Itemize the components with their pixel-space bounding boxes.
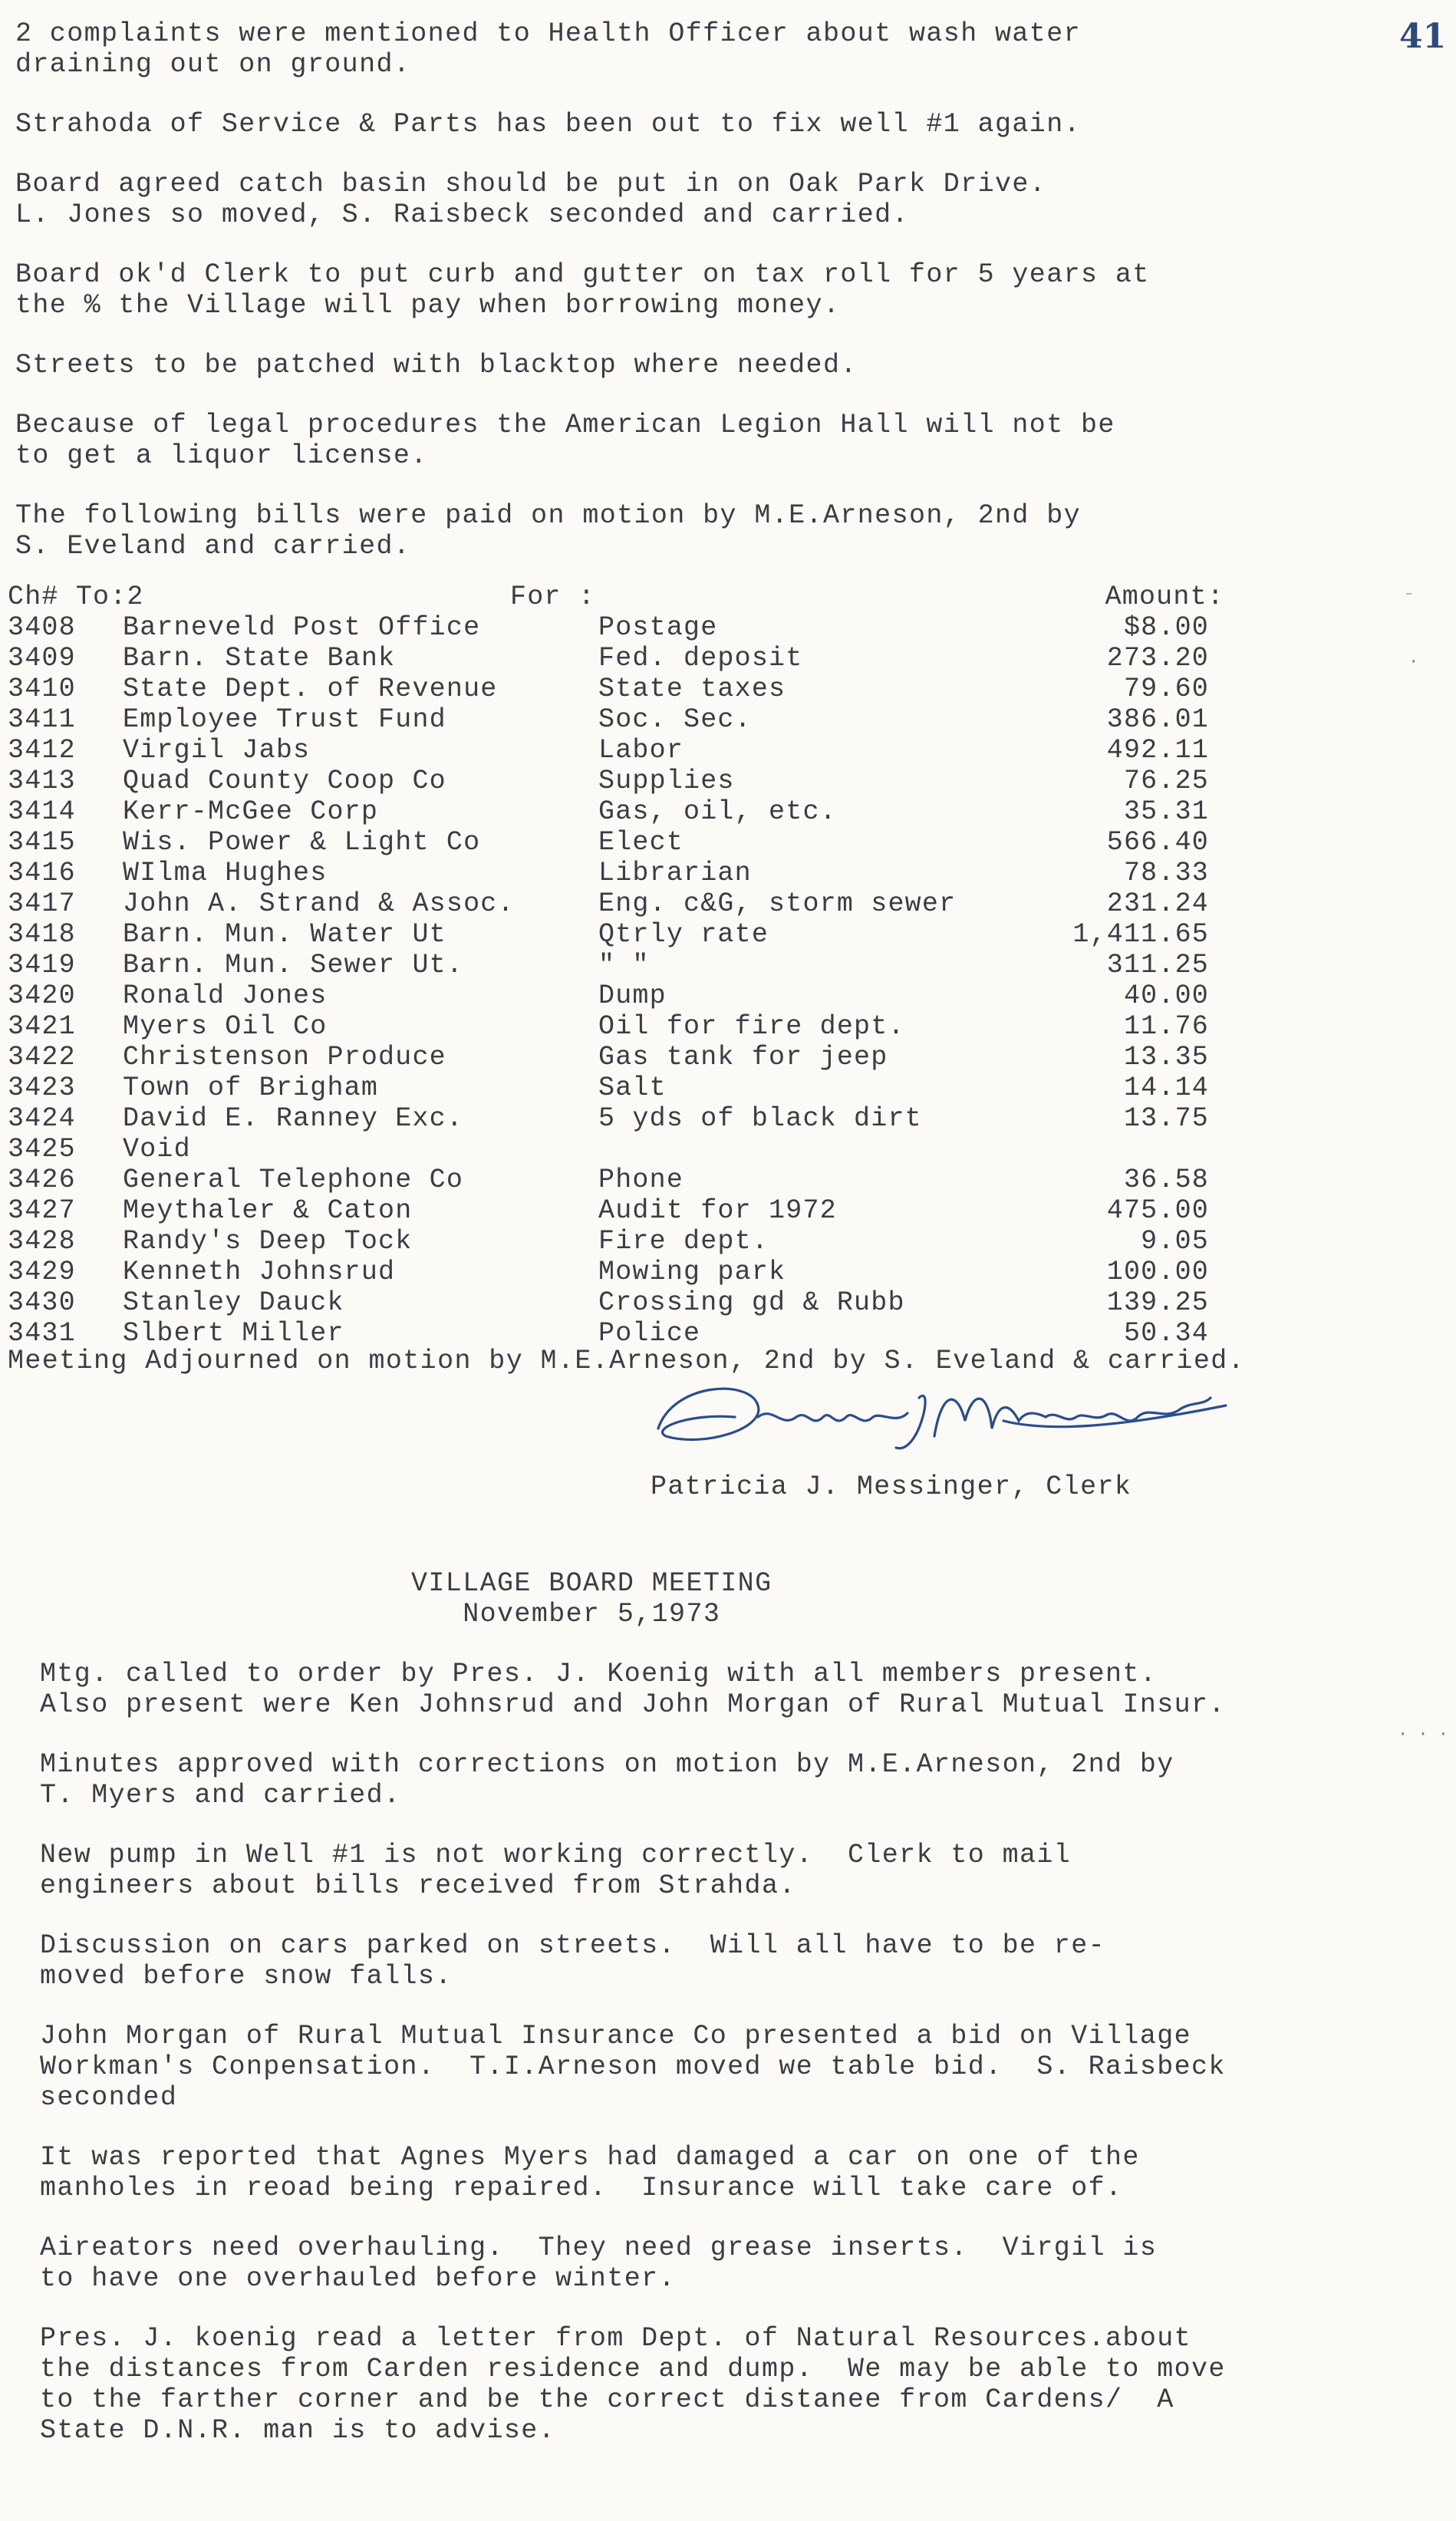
- bill-purpose: " ": [598, 950, 650, 980]
- bill-row: [8, 1287, 1312, 1318]
- bill-amount: 386.01: [1106, 704, 1209, 735]
- bill-purpose: Crossing gd & Rubb: [598, 1287, 905, 1318]
- text-line: Board ok'd Clerk to put curb and gutter on tax roll for 5 years at: [15, 259, 1150, 290]
- bill-purpose: Police: [598, 1318, 701, 1349]
- bill-row: [8, 1042, 1312, 1073]
- meeting-paragraph: [40, 2233, 1405, 2294]
- bill-payee: Slbert Miller: [123, 1318, 344, 1349]
- bill-amount: 311.25: [1106, 950, 1209, 980]
- november-minutes: [40, 1659, 1405, 2475]
- text-line: the distances from Carden residence and dump. We may be able to move: [40, 2354, 1226, 2384]
- bill-row: [8, 1165, 1312, 1195]
- bill-check-number: 3417: [8, 888, 76, 919]
- meeting-paragraph: [40, 2323, 1405, 2446]
- bill-payee: Quad County Coop Co: [123, 766, 446, 796]
- bill-amount: 139.25: [1106, 1287, 1209, 1318]
- bill-check-number: 3424: [8, 1103, 76, 1134]
- bill-row: [8, 1257, 1312, 1287]
- bill-row: [8, 704, 1312, 735]
- bill-row: [8, 1134, 1312, 1165]
- bill-row: [8, 827, 1312, 858]
- bill-payee: Void: [123, 1134, 191, 1165]
- bill-row: [8, 919, 1312, 950]
- bill-amount: 14.14: [1123, 1073, 1209, 1103]
- meeting-paragraph: [40, 1749, 1405, 1811]
- bill-row: [8, 612, 1312, 643]
- text-line: Minutes approved with corrections on motion by M.E.Arneson, 2nd by: [40, 1749, 1174, 1780]
- bill-payee: Christenson Produce: [123, 1042, 446, 1073]
- text-line: manholes in reoad being repaired. Insurance will take care of.: [40, 2173, 1123, 2203]
- bill-row: [8, 1226, 1312, 1257]
- bill-row: [8, 950, 1312, 980]
- bill-amount: 231.24: [1106, 888, 1209, 919]
- bill-purpose: Librarian: [598, 858, 752, 888]
- bill-purpose: Supplies: [598, 766, 735, 796]
- text-line: It was reported that Agnes Myers had damaged a car on one of the: [40, 2142, 1140, 2173]
- bill-purpose: Elect: [598, 827, 684, 858]
- bill-row: [8, 735, 1312, 766]
- text-line: State D.N.R. man is to advise.: [40, 2415, 556, 2446]
- bill-purpose: Soc. Sec.: [598, 704, 752, 735]
- bill-row: [8, 766, 1312, 796]
- text-line: New pump in Well #1 is not working correctly. Clerk to mail: [40, 1840, 1072, 1870]
- bill-payee: Meythaler & Caton: [123, 1195, 413, 1226]
- bill-amount: 566.40: [1106, 827, 1209, 858]
- bill-amount: 1,411.65: [1072, 919, 1209, 950]
- bills-header-no: Ch# To:2: [8, 582, 144, 612]
- minutes-paragraph: [15, 18, 1319, 80]
- bill-purpose: 5 yds of black dirt: [598, 1103, 922, 1134]
- bill-check-number: 3409: [8, 643, 76, 674]
- text-line: Pres. J. koenig read a letter from Dept. of Natural Resources.about: [40, 2323, 1192, 2354]
- bill-check-number: 3428: [8, 1226, 76, 1257]
- bill-check-number: 3423: [8, 1073, 76, 1103]
- bill-amount: 78.33: [1123, 858, 1209, 888]
- meeting-title: VILLAGE BOARD MEETING: [411, 1568, 772, 1599]
- bill-amount: 492.11: [1106, 735, 1209, 766]
- bill-check-number: 3411: [8, 704, 76, 735]
- bill-amount: 13.75: [1123, 1103, 1209, 1134]
- text-line: The following bills were paid on motion by M.E.Arneson, 2nd by: [15, 500, 1082, 531]
- text-line: L. Jones so moved, S. Raisbeck seconded and carried.: [15, 199, 909, 230]
- bill-purpose: Phone: [598, 1165, 684, 1195]
- text-line: Strahoda of Service & Parts has been out to fix well #1 again.: [15, 109, 1082, 140]
- text-line: draining out on ground.: [15, 49, 411, 80]
- meeting-paragraph: [40, 1840, 1405, 1901]
- bill-amount: 100.00: [1106, 1257, 1209, 1287]
- bill-payee: Barneveld Post Office: [123, 612, 481, 643]
- bill-payee: Randy's Deep Tock: [123, 1226, 413, 1257]
- bill-check-number: 3427: [8, 1195, 76, 1226]
- bill-amount: 35.31: [1123, 796, 1209, 827]
- bill-check-number: 3422: [8, 1042, 76, 1073]
- bill-amount: 76.25: [1123, 766, 1209, 796]
- bill-purpose: Postage: [598, 612, 718, 643]
- text-line: moved before snow falls.: [40, 1961, 453, 1992]
- bill-check-number: 3412: [8, 735, 76, 766]
- bill-amount: 13.35: [1123, 1042, 1209, 1073]
- bill-payee: WIlma Hughes: [123, 858, 328, 888]
- text-line: John Morgan of Rural Mutual Insurance Co presented a bid on Village: [40, 2021, 1192, 2051]
- bill-payee: General Telephone Co: [123, 1165, 464, 1195]
- text-line: Streets to be patched with blacktop where needed.: [15, 350, 858, 381]
- meeting-paragraph: [40, 1930, 1405, 1992]
- bill-row: [8, 980, 1312, 1011]
- bill-purpose: Mowing park: [598, 1257, 786, 1287]
- bills-header: [8, 582, 1312, 612]
- bill-rows: [8, 612, 1312, 1349]
- page-number: 41: [1399, 17, 1447, 56]
- clerk-name: Patricia J. Messinger, Clerk: [651, 1471, 1132, 1502]
- bill-row: [8, 1103, 1312, 1134]
- text-line: Also present were Ken Johnsrud and John Morgan of Rural Mutual Insur.: [40, 1689, 1226, 1720]
- minutes-continued: [15, 18, 1319, 591]
- margin-mark: ⁻: [1404, 588, 1415, 608]
- bill-amount: 79.60: [1123, 674, 1209, 704]
- bill-payee: State Dept. of Revenue: [123, 674, 498, 704]
- meeting-paragraph: [40, 2021, 1405, 2113]
- bill-payee: Myers Oil Co: [123, 1011, 328, 1042]
- text-line: Workman's Conpensation. T.I.Arneson moved we table bid. S. Raisbeck: [40, 2051, 1226, 2082]
- bill-payee: Ronald Jones: [123, 980, 328, 1011]
- bill-purpose: Oil for fire dept.: [598, 1011, 905, 1042]
- bill-purpose: Audit for 1972: [598, 1195, 837, 1226]
- bill-amount: 475.00: [1106, 1195, 1209, 1226]
- bill-row: [8, 1073, 1312, 1103]
- bill-row: [8, 1195, 1312, 1226]
- bill-check-number: 3410: [8, 674, 76, 704]
- bill-row: [8, 1318, 1312, 1349]
- bill-amount: 40.00: [1123, 980, 1209, 1011]
- text-line: the % the Village will pay when borrowing money.: [15, 290, 841, 321]
- text-line: Mtg. called to order by Pres. J. Koenig with all members present.: [40, 1659, 1158, 1689]
- bill-payee: Kerr-McGee Corp: [123, 796, 379, 827]
- bill-payee: John A. Strand & Assoc.: [123, 888, 515, 919]
- bill-row: [8, 858, 1312, 888]
- text-line: to the farther corner and be the correct distanee from Cardens/ A: [40, 2384, 1174, 2415]
- meeting-heading: [411, 1568, 772, 1630]
- minutes-paragraph: [15, 259, 1319, 321]
- bills-header-for: For :: [510, 582, 596, 612]
- bill-amount: 36.58: [1123, 1165, 1209, 1195]
- bill-payee: Town of Brigham: [123, 1073, 379, 1103]
- bill-check-number: 3418: [8, 919, 76, 950]
- text-line: T. Myers and carried.: [40, 1780, 401, 1811]
- bill-check-number: 3431: [8, 1318, 76, 1349]
- bill-payee: Barn. State Bank: [123, 643, 396, 674]
- bill-purpose: Labor: [598, 735, 684, 766]
- bill-payee: Barn. Mun. Water Ut: [123, 919, 446, 950]
- meeting-date: November 5,1973: [463, 1599, 721, 1630]
- minutes-paragraph: [15, 169, 1319, 230]
- bill-row: [8, 796, 1312, 827]
- bill-check-number: 3426: [8, 1165, 76, 1195]
- minutes-paragraph: [15, 500, 1319, 562]
- bills-table: [8, 582, 1312, 1349]
- bill-payee: Barn. Mun. Sewer Ut.: [123, 950, 464, 980]
- bill-check-number: 3429: [8, 1257, 76, 1287]
- bill-purpose: State taxes: [598, 674, 786, 704]
- bill-purpose: Eng. c&G, storm sewer: [598, 888, 957, 919]
- bill-payee: Virgil Jabs: [123, 735, 311, 766]
- text-line: to get a liquor license.: [15, 440, 428, 471]
- bill-amount: $8.00: [1123, 612, 1209, 643]
- bill-amount: 273.20: [1106, 643, 1209, 674]
- bill-row: [8, 888, 1312, 919]
- text-line: 2 complaints were mentioned to Health Officer about wash water: [15, 18, 1082, 49]
- bill-check-number: 3419: [8, 950, 76, 980]
- minutes-paragraph: [15, 109, 1319, 140]
- bills-header-amount: Amount:: [1105, 582, 1224, 612]
- bill-purpose: Fire dept.: [598, 1226, 769, 1257]
- bill-purpose: Qtrly rate: [598, 919, 769, 950]
- minutes-paragraph: [15, 410, 1319, 471]
- text-line: engineers about bills received from Strahda.: [40, 1870, 796, 1901]
- bill-check-number: 3414: [8, 796, 76, 827]
- bill-row: [8, 674, 1312, 704]
- bill-check-number: 3416: [8, 858, 76, 888]
- bill-check-number: 3430: [8, 1287, 76, 1318]
- bill-payee: Stanley Dauck: [123, 1287, 344, 1318]
- bill-purpose: Salt: [598, 1073, 667, 1103]
- bill-check-number: 3413: [8, 766, 76, 796]
- text-line: to have one overhauled before winter.: [40, 2263, 676, 2294]
- bill-row: [8, 1011, 1312, 1042]
- bill-purpose: Fed. deposit: [598, 643, 803, 674]
- text-line: Discussion on cars parked on streets. Will all have to be re-: [40, 1930, 1106, 1961]
- meeting-paragraph: [40, 2142, 1405, 2203]
- bill-purpose: Dump: [598, 980, 667, 1011]
- bill-row: [8, 643, 1312, 674]
- adjourn-line: Meeting Adjourned on motion by M.E.Arneson, 2nd by S. Eveland & carried.: [8, 1346, 1246, 1376]
- bill-check-number: 3420: [8, 980, 76, 1011]
- text-line: S. Eveland and carried.: [15, 531, 411, 562]
- bill-check-number: 3421: [8, 1011, 76, 1042]
- bill-check-number: 3408: [8, 612, 76, 643]
- bill-payee: Employee Trust Fund: [123, 704, 446, 735]
- margin-mark: · · ·: [1398, 1725, 1449, 1744]
- bill-amount: 11.76: [1123, 1011, 1209, 1042]
- bill-amount: 9.05: [1141, 1226, 1209, 1257]
- text-line: Board agreed catch basin should be put in on Oak Park Drive.: [15, 169, 1047, 199]
- bill-payee: Wis. Power & Light Co: [123, 827, 481, 858]
- bill-purpose: Gas tank for jeep: [598, 1042, 888, 1073]
- margin-mark: ·: [1408, 652, 1419, 671]
- text-line: Aireators need overhauling. They need grease inserts. Virgil is: [40, 2233, 1158, 2263]
- bill-payee: Kenneth Johnsrud: [123, 1257, 396, 1287]
- bill-check-number: 3425: [8, 1134, 76, 1165]
- bill-amount: 50.34: [1123, 1318, 1209, 1349]
- bill-purpose: Gas, oil, etc.: [598, 796, 837, 827]
- text-line: seconded: [40, 2082, 178, 2113]
- clerk-signature: [643, 1375, 1257, 1459]
- text-line: Because of legal procedures the American Legion Hall will not be: [15, 410, 1115, 440]
- bill-payee: David E. Ranney Exc.: [123, 1103, 464, 1134]
- bill-check-number: 3415: [8, 827, 76, 858]
- minutes-paragraph: [15, 350, 1319, 381]
- meeting-paragraph: [40, 1659, 1405, 1720]
